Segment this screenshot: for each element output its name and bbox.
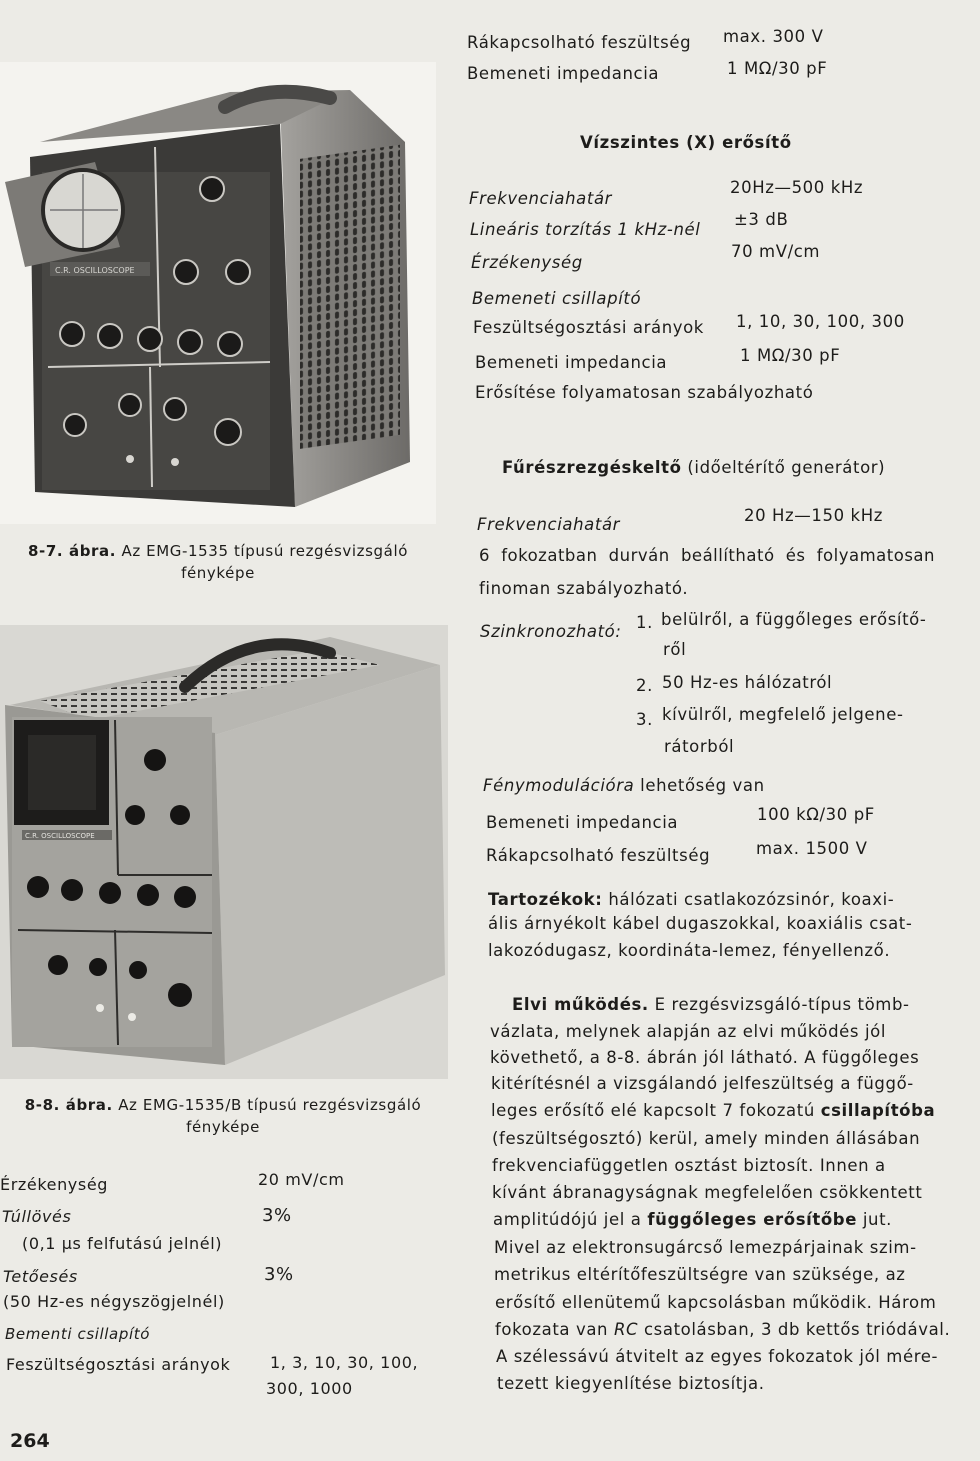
- figure-8-8-panel-text: C.R. OSCILLOSCOPE: [25, 832, 95, 840]
- principle-line13-it: RC: [613, 1320, 639, 1339]
- figure-8-8-caption: [8, 1094, 438, 1138]
- sync-item-3-num: 3.: [636, 710, 653, 729]
- x-amp-impedance-value: 1 MΩ/30 pF: [740, 346, 841, 365]
- left-overshoot-value: 3%: [262, 1205, 292, 1226]
- sweep-description: [479, 543, 935, 569]
- principle-line5: [491, 1101, 935, 1120]
- top-spec-value-0: max. 300 V: [723, 27, 824, 46]
- principle-line6: (feszültségosztó) kerül, amely minden állásában: [492, 1129, 921, 1148]
- sweep-heading: [502, 458, 885, 477]
- left-overshoot-label: Túllövés: [2, 1207, 72, 1226]
- principle-line2: vázlata, melynek alapján az elvi működés jól: [490, 1022, 887, 1041]
- x-amp-sensitivity-label: Érzékenység: [471, 253, 583, 272]
- principle-line5-bold: csillapítóba: [820, 1101, 936, 1120]
- left-ratios-value-1: 1, 3, 10, 30, 100,: [270, 1353, 419, 1372]
- top-spec-value-1: 1 MΩ/30 pF: [727, 59, 828, 78]
- sweep-imp-value: 100 kΩ/30 pF: [757, 805, 875, 824]
- principle-line8: kívánt ábranagyságnak megfelelően csökkentett: [492, 1183, 923, 1202]
- x-amp-sensitivity-value: 70 mV/cm: [731, 242, 821, 261]
- principle-text1: E rezgésvizsgáló-típus tömb-: [654, 995, 910, 1014]
- left-droop-label: Tetőesés: [3, 1267, 78, 1286]
- sync-label: Szinkronozható:: [480, 622, 622, 641]
- x-amp-ratios-value: 1, 10, 30, 100, 300: [736, 312, 905, 331]
- principle-line4: kitérítésnél a vizsgálandó jelfeszültség a függő-: [491, 1074, 914, 1093]
- fenymod-line: [483, 776, 765, 795]
- accessories-line2: ális árnyékolt kábel dugaszokkal, koaxiális csat-: [488, 914, 913, 933]
- sync-item-1-text: belülről, a függőleges erősítő-: [661, 610, 927, 629]
- sync-item-1-cont: ről: [663, 640, 687, 659]
- left-droop-value: 3%: [264, 1264, 294, 1285]
- principle-line15: tezett kiegyenlítése biztosítja.: [497, 1374, 765, 1393]
- principle-line9: [493, 1210, 892, 1229]
- principle-line12: erősítő ellenütemű kapcsolásban működik. Három: [495, 1293, 937, 1312]
- principle-line9-bold: függőleges erősítőbe: [647, 1210, 858, 1229]
- figure-8-8-caption-line2: fényképe: [186, 1118, 260, 1136]
- figure-8-7-panel-text: C.R. OSCILLOSCOPE: [55, 266, 135, 275]
- figure-8-7-caption: [8, 540, 428, 584]
- sweep-line1: 6 fokozatban durván beállítható és folyamatosan: [479, 546, 935, 565]
- principle-line13: [495, 1320, 950, 1339]
- sync-item-2-text: 50 Hz-es hálózatról: [662, 673, 833, 692]
- left-attenuator-label: Bementi csillapító: [5, 1325, 150, 1343]
- page-number: 264: [10, 1430, 50, 1452]
- principle-line14: A szélessávú átvitelt az egyes fokozatok jól mére-: [496, 1347, 939, 1366]
- x-amp-attenuator-label: Bemeneti csillapító: [472, 289, 642, 308]
- x-amp-distortion-value: ±3 dB: [734, 210, 789, 229]
- top-spec-label-0: Rákapcsolható feszültség: [467, 33, 692, 52]
- fenymod-italic: Fénymodulációra: [483, 776, 635, 795]
- sweep-freq-label: Frekvenciahatár: [477, 515, 621, 534]
- principle-line9-pre: amplitúdójú jel a: [493, 1210, 648, 1229]
- sweep-imp-label: Bemeneti impedancia: [486, 813, 679, 832]
- principle-line7: frekvenciafüggetlen osztást biztosít. Innen a: [492, 1156, 886, 1175]
- principle-line10: Mivel az elektronsugárcső lemezpárjainak szim-: [494, 1238, 917, 1257]
- principle-line3: követhető, a 8-8. ábrán jól látható. A függőleges: [490, 1048, 920, 1067]
- sync-item-2-num: 2.: [636, 676, 653, 695]
- x-amp-ratios-label: Feszültségosztási arányok: [473, 318, 704, 337]
- x-amp-heading-post: ) erősítő: [707, 133, 792, 152]
- left-sensitivity-label: Érzékenység: [0, 1175, 109, 1194]
- sync-item-3-cont: rátorból: [664, 737, 735, 756]
- x-amp-distortion-label: Lineáris torzítás 1 kHz-nél: [470, 220, 701, 239]
- figure-8-7-number: 8-7. ábra.: [27, 542, 117, 560]
- accessories-line1: [488, 890, 894, 909]
- sweep-heading-bold: Fűrészrezgéskeltő: [502, 458, 682, 477]
- sweep-line2: finoman szabályozható.: [479, 579, 689, 598]
- accessories-line3: lakozódugasz, koordináta-lemez, fényellenző.: [488, 941, 891, 960]
- figure-8-8-photo: [0, 625, 448, 1079]
- principle-line13-post: csatolásban, 3 db kettős triódával.: [638, 1320, 951, 1339]
- fenymod-rest: lehetőség van: [634, 776, 765, 795]
- sweep-heading-rest: (időeltérítő generátor): [681, 458, 886, 477]
- figure-8-8-number: 8-8. ábra.: [24, 1096, 113, 1114]
- sweep-volt-value: max. 1500 V: [756, 839, 868, 858]
- x-amp-gain-note: Erősítése folyamatosan szabályozható: [475, 383, 814, 402]
- principle-heading: Elvi működés.: [512, 995, 649, 1014]
- principle-line9-post: jut.: [857, 1210, 893, 1229]
- figure-8-8-caption-line1: Az EMG-1535/B típusú rezgésvizsgáló: [118, 1096, 422, 1114]
- accessories-text1: hálózati csatlakozózsinór, koaxi-: [608, 890, 895, 909]
- sync-item-3-text: kívülről, megfelelő jelgene-: [662, 705, 904, 724]
- left-ratios-label: Feszültségosztási arányok: [6, 1355, 231, 1374]
- x-amp-freq-label: Frekvenciahatár: [469, 189, 613, 208]
- principle-line1: [512, 995, 910, 1014]
- figure-8-7-photo: [0, 62, 436, 524]
- left-ratios-value-2: 300, 1000: [266, 1379, 353, 1398]
- x-amp-heading: [580, 133, 792, 152]
- figure-8-7-caption-line1: Az EMG-1535 típusú rezgésvizsgáló: [121, 542, 409, 560]
- accessories-heading: Tartozékok:: [488, 890, 603, 909]
- left-sensitivity-value: 20 mV/cm: [258, 1170, 345, 1189]
- top-spec-label-1: Bemeneti impedancia: [467, 64, 660, 83]
- x-amp-freq-value: 20Hz—500 kHz: [730, 178, 864, 197]
- sync-item-1-num: 1.: [636, 613, 653, 632]
- principle-line11: metrikus eltérítőfeszültségre van szüksége, az: [494, 1265, 906, 1284]
- left-droop-note: (50 Hz-es négyszögjelnél): [3, 1292, 225, 1311]
- x-amp-impedance-label: Bemeneti impedancia: [475, 353, 668, 372]
- sweep-freq-value: 20 Hz—150 kHz: [744, 506, 883, 525]
- sweep-volt-label: Rákapcsolható feszültség: [486, 846, 711, 865]
- principle-line13-pre: fokozata van: [495, 1320, 614, 1339]
- x-amp-heading-x: X: [694, 133, 708, 152]
- x-amp-heading-pre: Vízszintes (: [580, 133, 695, 152]
- principle-line5-pre: leges erősítő elé kapcsolt 7 fokozatú: [491, 1101, 821, 1120]
- left-overshoot-note: (0,1 μs felfutású jelnél): [22, 1234, 223, 1253]
- figure-8-7-caption-line2: fényképe: [181, 564, 255, 582]
